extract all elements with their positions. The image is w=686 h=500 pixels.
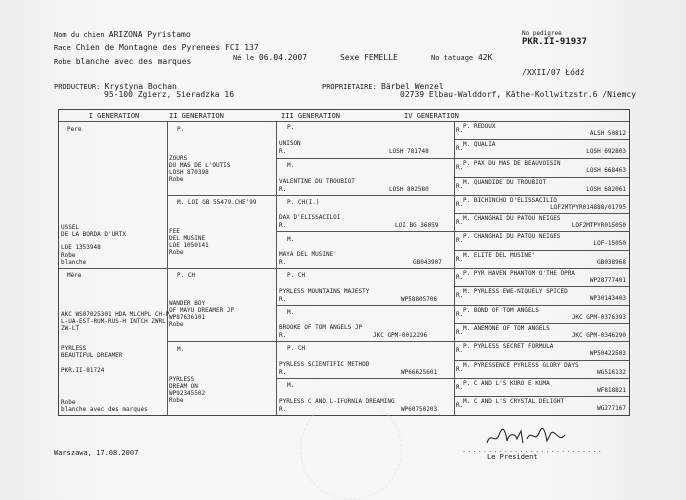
gen4-reg-label: R. [456,256,464,263]
gen3-1: P. [287,124,295,131]
gen1-dam: PYRLESS BEAUTIFUL DREAMER PKR.II-81724 [61,345,123,374]
gen4-registration: LOSH 682061 [586,186,626,193]
gen4-registration: WG516132 [597,369,626,376]
gen4-registration: LOF2MTPYR015050 [571,222,626,229]
gen1-sire-label: Pere [67,126,82,133]
gen4-ancestor-name: P. BOND OF TOM ANGELS [463,307,539,314]
gen4-reg-label: R. [456,366,464,373]
sex-field: Sexe FEMELLE [340,53,398,62]
gen4-ancestor-name: P. PYR HAVEN PHANTOM O'THE OPRA [463,270,575,277]
gen-header-3: III GENERATION [281,112,341,120]
gen-header-1: I GENERATION [88,112,140,120]
gen4-registration: JKC GPM-0376393 [571,314,626,321]
gen3-7-reg-label: R. [279,369,287,376]
gen2-1-title: P. [177,126,185,133]
coat-line: Robe blanche avec des marques [54,57,192,66]
gen3-5-name: PYRLESS MOUNTAINS MAJESTY [279,288,370,295]
gen4-registration: WP30143403 [589,295,626,302]
gen3-6-reg: JKC GPM-0012296 [373,332,428,339]
gen4-registration: LOSH 668463 [586,167,626,174]
gen3-1-reg-label: R. [279,148,287,155]
gen3-1-reg: LOSH 781748 [389,148,429,155]
gen3-2-title: M. [287,162,295,169]
gen2-3-title: P. CH [177,272,196,279]
birth-date: Né le 06.04.2007 [233,53,308,62]
gen4-registration: WG277167 [597,405,626,412]
gen4-registration: ALSH 50812 [589,130,626,137]
gen4-registration: WP28777401 [589,277,626,284]
official-seal-watermark [300,398,402,500]
pedigree-no-label: No pedigree [522,30,562,37]
gen3-1-name: UNISON [279,140,301,147]
gen4-reg-label: R. [456,402,464,409]
gen4-ancestor-name: M. ANEMONE OF TOM ANGELS [463,325,550,332]
gen3-5-reg: WP58805706 [401,296,438,303]
gen4-ancestor-name: P. C AND L'S KURO E KUMA [463,380,550,387]
gen3-2-reg: LOSH 802580 [389,186,429,193]
registry-ref: /XXII/07 Łódź [522,68,585,77]
gen4-registration: GB038968 [597,259,626,266]
gen3-6-title: M. [287,309,295,316]
owner-line: PROPRIETAIRE: Bärbel Wenzel [322,82,444,91]
gen3-3-reg-label: R. [279,222,287,229]
gen3-8-title: M. [287,382,295,389]
breed-line: Race Chien de Montagne des Pyrenees FCI 137 [54,43,259,52]
gen3-3-title: P. CH(I.) [287,199,320,206]
gen4-reg-label: R. [456,292,464,299]
gen2-2: FEE DEL MUSINE LOE 1050141 Robe [169,228,209,256]
gen4-reg-label: R. [456,219,464,226]
gen3-7-reg: WP66625601 [401,369,438,376]
gen3-2-reg-label: R. [279,186,287,193]
tattoo-field: No tatuage 42K [431,53,493,62]
gen4-ancestor-name: M. QUANDIDE DU TROUBIOT [463,179,547,186]
gen4-registration: WF818821 [597,387,626,394]
gen4-registration: WP50422503 [589,350,626,357]
breeder-address: 95-100 Zgierz, Sieradzka 16 [104,90,235,99]
gen3-8-name: PYRLESS C AND L-IFORNIA DREAMING [279,398,395,405]
gen1-sire: USSEL DE LA BORDA D'URTX LOE 1353948 [61,224,127,251]
gen3-8-reg: WP60750203 [401,406,438,413]
gen1-dam-titles: AKC WS07025301 HDA MLCHPL CH-P L-UA-EST-RUM-RUS-H INTCH ZWRL ZW-LT [61,311,170,332]
pedigree-table [58,109,630,416]
gen2-1: ZOURS DU MAS DE L'OUTIS LOSH 870398 Robe [169,155,231,183]
dog-name-line: Nom du chien ARIZONA Pyristamo [54,30,191,39]
gen4-reg-label: R. [456,127,464,134]
gen4-ancestor-name: M. PYRLESS EWE-NIQUELY SPICED [463,288,568,295]
gen4-reg-label: R. [456,201,464,208]
gen-header-4: IV GENERATION [404,112,459,120]
gen4-ancestor-name: P. PYRLESS SECRET FORMULA [463,343,554,350]
gen3-4-title: M. [287,236,295,243]
gen4-ancestor-name: M. QUALIA [463,141,496,148]
gen4-reg-label: R. [456,329,464,336]
gen4-reg-label: R. [456,347,464,354]
gen4-ancestor-name: M. CHANGHAI DU PATOU NEIGES [463,215,561,222]
gen2-4-title: M. [177,346,185,353]
gen3-2-name: VALENTINE DU TROUBIOT [279,178,355,185]
gen3-4-reg: GB043907 [413,259,442,266]
owner-address: 02739 Elbau-Walddorf, Käthe-Kollwitzstr.6 /Niemcy [400,90,637,99]
issue-place-date: Warszawa, 17.08.2007 [54,449,139,457]
gen2-3: WANDER BOY OF MAYU DREAMER JP WP87636101 Robe [169,300,235,328]
gen4-reg-label: R. [456,237,464,244]
gen4-reg-label: R. [456,183,464,190]
breeder-line: PRODUCTEUR: Krystyna Bochan [54,82,177,91]
gen4-reg-label: R. [456,164,464,171]
gen4-reg-label: R. [456,145,464,152]
gen4-reg-label: R. [456,311,464,318]
gen4-ancestor-name: P. REDOUX [463,123,496,130]
gen3-7-name: PYRLESS SCIENTIFIC METHOD [279,361,370,368]
gen3-3-name: DAX D'ELISSACILOI [279,214,341,221]
gen1-dam-coat: Robe blanche avec des marques [61,399,148,413]
gen4-ancestor-name: M. PYRESSENCE PYRLESS GLORY DAYS [463,362,579,369]
gen4-ancestor-name: M. ELITE DEL MUSINE' [463,252,536,259]
gen-header-2: II GENERATION [169,112,224,120]
gen4-reg-label: R. [456,274,464,281]
gen3-6-name: BROOKE OF TOM ANGELS JP [279,324,363,331]
gen4-ancestor-name: M. C AND L'S CRYSTAL DELIGHT [463,398,565,405]
gen4-ancestor-name: P. BICHINCHO D'ELISSACILIO [463,197,557,204]
gen3-6-reg-label: R. [279,332,287,339]
gen4-registration: LOF-15050 [593,240,626,247]
gen3-3-reg: LOI BG 36059 [395,222,439,229]
gen4-ancestor-name: P. CHANGHAI DU PATOU NEIGES [463,233,561,240]
pedigree-number: PKR.II-91937 [522,37,588,47]
gen3-5-title: P. CH [287,272,306,279]
gen4-registration: LOSH 692803 [586,148,626,155]
gen4-registration: LOF2MTPYR014888/01795 [550,204,626,211]
gen4-reg-label: R. [456,384,464,391]
gen3-7-title: P. CH [287,345,306,352]
gen1-sire-coat: Robe blanche [61,252,87,266]
gen4-registration: JKC GPM-0346290 [571,332,626,339]
gen2-2-title: M. LOI GB 55479.CHE'99 [177,199,257,206]
gen4-ancestor-name: P. PAX DU MAS DE BEAUVOISIN [463,160,561,167]
gen2-4: PYRLESS DREAM ON WP92345502 Robe [169,376,206,404]
signature-line: ........................... [462,446,603,454]
gen3-4-reg-label: R. [279,259,287,266]
gen1-dam-label: Mère [67,272,82,279]
gen3-8-reg-label: R. [279,406,287,413]
president-label: Le President [487,453,538,461]
gen3-4-name: MAYA DEL MUSINE' [279,251,337,258]
gen3-5-reg-label: R. [279,296,287,303]
